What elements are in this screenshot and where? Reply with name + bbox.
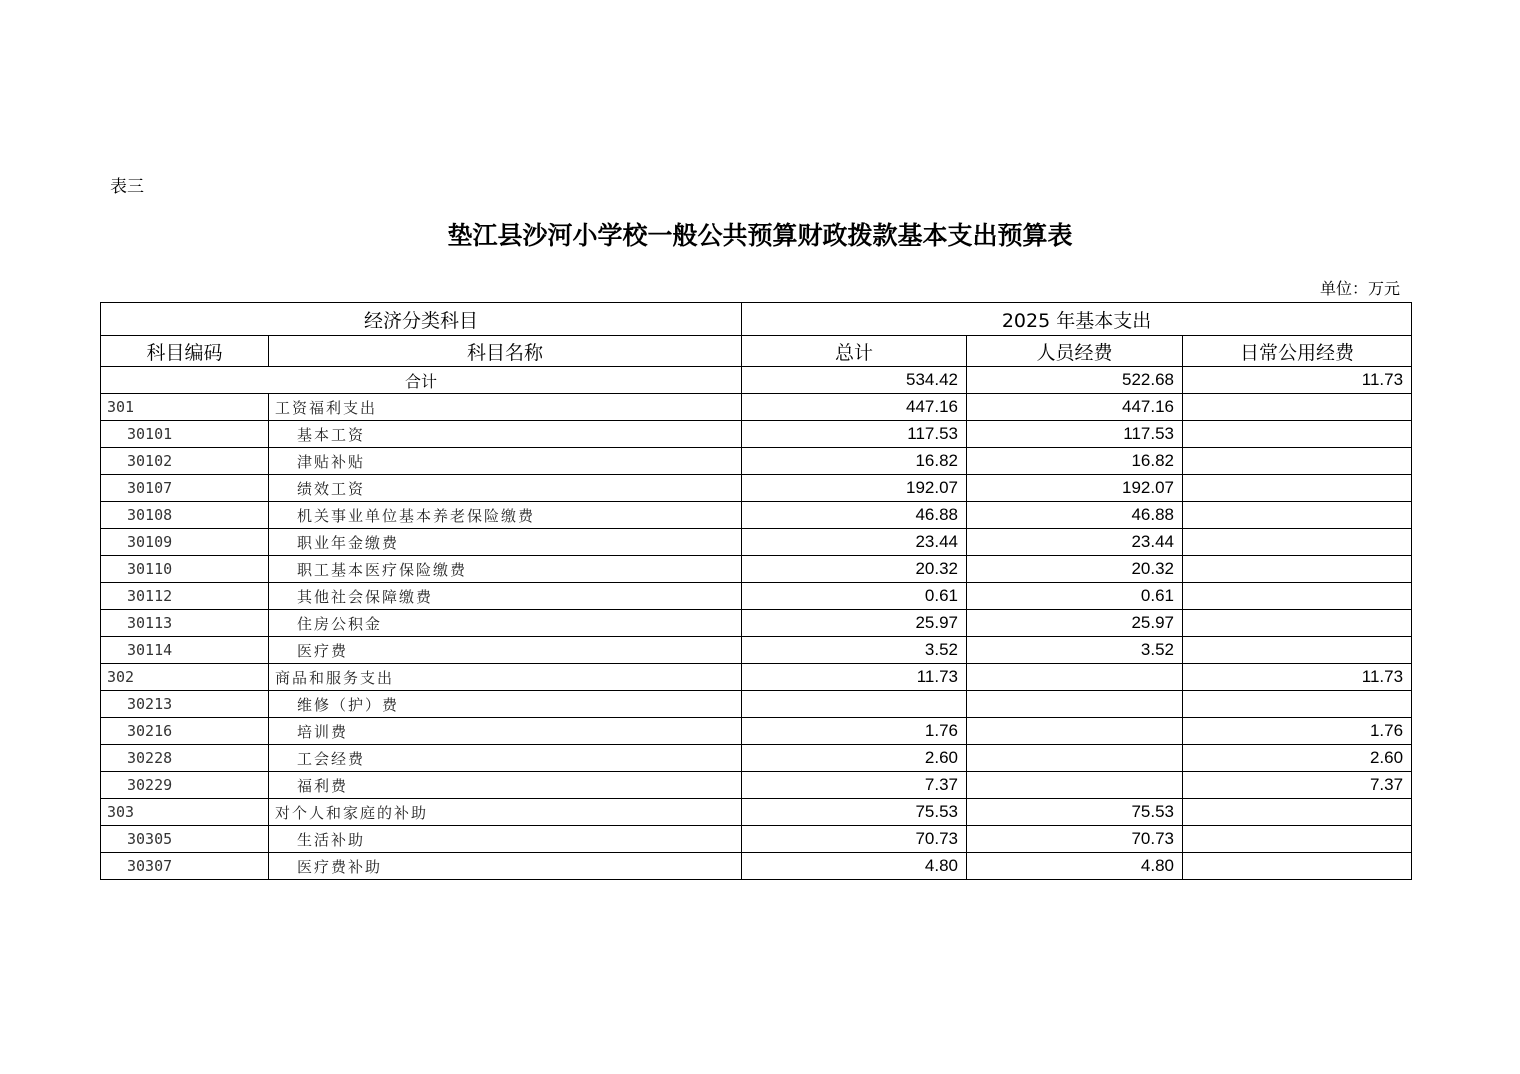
row-code: 30216 (101, 718, 269, 745)
row-total: 447.16 (742, 394, 967, 421)
row-name: 生活补助 (269, 826, 742, 853)
row-personnel: 25.97 (967, 610, 1183, 637)
row-total: 46.88 (742, 502, 967, 529)
row-name: 医疗费 (269, 637, 742, 664)
row-personnel: 75.53 (967, 799, 1183, 826)
row-code: 30112 (101, 583, 269, 610)
row-personnel: 192.07 (967, 475, 1183, 502)
row-total: 2.60 (742, 745, 967, 772)
total-public: 11.73 (1183, 367, 1412, 394)
row-public (1183, 799, 1412, 826)
table-row (101, 556, 1412, 583)
row-personnel: 16.82 (967, 448, 1183, 475)
row-name: 住房公积金 (269, 610, 742, 637)
row-total: 3.52 (742, 637, 967, 664)
row-total: 1.76 (742, 718, 967, 745)
row-public (1183, 394, 1412, 421)
table-row (101, 691, 1412, 718)
total-total: 534.42 (742, 367, 967, 394)
row-personnel: 117.53 (967, 421, 1183, 448)
row-total: 192.07 (742, 475, 967, 502)
row-code: 30109 (101, 529, 269, 556)
row-public (1183, 421, 1412, 448)
row-total: 0.61 (742, 583, 967, 610)
row-name: 津贴补贴 (269, 448, 742, 475)
row-personnel: 46.88 (967, 502, 1183, 529)
row-public: 2.60 (1183, 745, 1412, 772)
table-row (101, 475, 1412, 502)
table-row (101, 637, 1412, 664)
row-public: 1.76 (1183, 718, 1412, 745)
row-code: 30107 (101, 475, 269, 502)
unit-note: 单位：万元 (1319, 279, 1400, 298)
row-personnel (967, 745, 1183, 772)
table-row (101, 529, 1412, 556)
row-public (1183, 691, 1412, 718)
row-name: 工资福利支出 (269, 394, 742, 421)
row-name: 培训费 (269, 718, 742, 745)
header-code: 科目编码 (101, 336, 269, 367)
row-name: 医疗费补助 (269, 853, 742, 880)
row-code: 301 (101, 394, 269, 421)
table-row (101, 718, 1412, 745)
row-personnel: 0.61 (967, 583, 1183, 610)
row-name: 对个人和家庭的补助 (269, 799, 742, 826)
row-public (1183, 529, 1412, 556)
row-personnel (967, 718, 1183, 745)
row-total: 7.37 (742, 772, 967, 799)
table-row (101, 664, 1412, 691)
row-total: 20.32 (742, 556, 967, 583)
table-row (101, 502, 1412, 529)
row-public: 7.37 (1183, 772, 1412, 799)
total-row (101, 367, 1412, 394)
page-title: 垫江县沙河小学校一般公共预算财政拨款基本支出预算表 (447, 221, 1073, 250)
row-code: 303 (101, 799, 269, 826)
row-name: 工会经费 (269, 745, 742, 772)
row-public (1183, 637, 1412, 664)
row-total: 70.73 (742, 826, 967, 853)
table-row (101, 610, 1412, 637)
row-total: 16.82 (742, 448, 967, 475)
table-row (101, 799, 1412, 826)
row-personnel: 20.32 (967, 556, 1183, 583)
row-code: 30113 (101, 610, 269, 637)
row-name: 福利费 (269, 772, 742, 799)
row-code: 30110 (101, 556, 269, 583)
row-personnel (967, 691, 1183, 718)
table-row (101, 421, 1412, 448)
table-row (101, 394, 1412, 421)
row-total (742, 691, 967, 718)
row-public (1183, 826, 1412, 853)
table-row (101, 772, 1412, 799)
row-name: 商品和服务支出 (269, 664, 742, 691)
row-name: 绩效工资 (269, 475, 742, 502)
row-total: 75.53 (742, 799, 967, 826)
table-row (101, 745, 1412, 772)
row-public (1183, 502, 1412, 529)
row-personnel: 23.44 (967, 529, 1183, 556)
row-personnel (967, 772, 1183, 799)
row-personnel: 3.52 (967, 637, 1183, 664)
row-code: 30305 (101, 826, 269, 853)
table-row (101, 583, 1412, 610)
row-total: 4.80 (742, 853, 967, 880)
row-code: 30102 (101, 448, 269, 475)
row-public (1183, 853, 1412, 880)
row-code: 30101 (101, 421, 269, 448)
row-public (1183, 475, 1412, 502)
row-public (1183, 610, 1412, 637)
row-public (1183, 556, 1412, 583)
row-name: 职业年金缴费 (269, 529, 742, 556)
row-name: 机关事业单位基本养老保险缴费 (269, 502, 742, 529)
header-basic-expenditure: 2025 年基本支出 (742, 303, 1412, 336)
row-public (1183, 583, 1412, 610)
table-row (101, 448, 1412, 475)
row-code: 30213 (101, 691, 269, 718)
row-personnel: 4.80 (967, 853, 1183, 880)
row-total: 117.53 (742, 421, 967, 448)
row-name: 职工基本医疗保险缴费 (269, 556, 742, 583)
row-code: 30229 (101, 772, 269, 799)
row-name: 其他社会保障缴费 (269, 583, 742, 610)
row-total: 23.44 (742, 529, 967, 556)
table-label: 表三 (110, 177, 144, 197)
table-row (101, 826, 1412, 853)
budget-table (100, 302, 1412, 880)
header-name: 科目名称 (269, 336, 742, 367)
row-personnel: 70.73 (967, 826, 1183, 853)
header-public: 日常公用经费 (1183, 336, 1412, 367)
header-economic-category: 经济分类科目 (101, 303, 742, 336)
row-total: 11.73 (742, 664, 967, 691)
table-row (101, 853, 1412, 880)
row-code: 302 (101, 664, 269, 691)
row-public: 11.73 (1183, 664, 1412, 691)
header-personnel: 人员经费 (967, 336, 1183, 367)
row-name: 基本工资 (269, 421, 742, 448)
row-code: 30114 (101, 637, 269, 664)
total-label: 合计 (101, 367, 742, 394)
row-code: 30108 (101, 502, 269, 529)
row-code: 30307 (101, 853, 269, 880)
row-personnel: 447.16 (967, 394, 1183, 421)
row-personnel (967, 664, 1183, 691)
row-public (1183, 448, 1412, 475)
header-total: 总计 (742, 336, 967, 367)
row-total: 25.97 (742, 610, 967, 637)
total-personnel: 522.68 (967, 367, 1183, 394)
row-name: 维修（护）费 (269, 691, 742, 718)
row-code: 30228 (101, 745, 269, 772)
